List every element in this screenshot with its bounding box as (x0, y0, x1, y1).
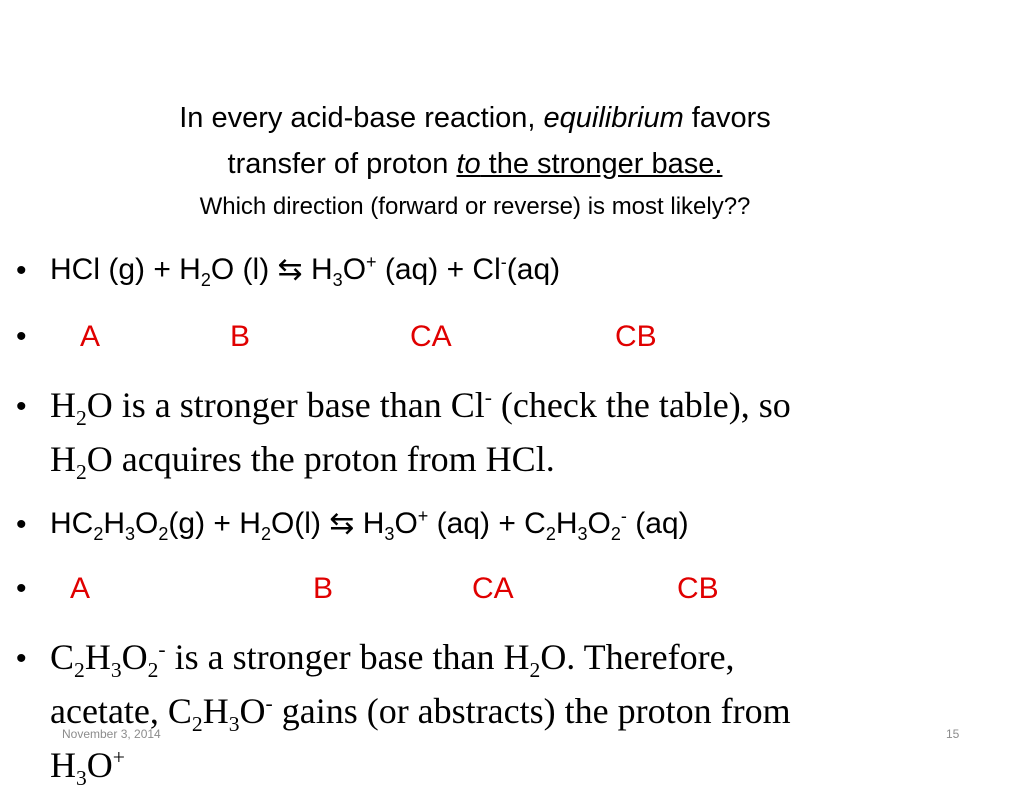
label-conjugate-acid: CA (410, 320, 452, 353)
explanation-2-line-1: $C_2H_3O_2^-$ is a stronger base than $H_2O$. Therefore, (50, 637, 735, 683)
slide-title (60, 95, 890, 227)
explanation-1-line-2: $H_2O$ acquires the proton from HCl. (50, 439, 555, 485)
footer-date: November 3, 2014 (62, 727, 161, 741)
bullet-marker: • (16, 508, 27, 541)
explanation-1-line-1: $H_2O$ is a stronger base than Cl- (check the table), so (50, 385, 791, 431)
label-base: B (313, 572, 334, 605)
label-acid: A (80, 320, 101, 353)
label-conjugate-base: CB (677, 572, 719, 605)
explanation-2-line-3: $H_3O^+$ (50, 745, 125, 790)
title-line-1: In every acid-base reaction, equilibrium favors (179, 102, 771, 134)
explanation-2-line-2: acetate, $C_2H_3O^-$ gains (or abstracts) the proton from (50, 691, 791, 737)
slide-number: 15 (946, 727, 960, 741)
title-to: to (456, 148, 481, 180)
bullet-marker: • (16, 572, 27, 605)
title-emphasis: equilibrium (543, 102, 684, 134)
title-line-2: transfer of proton to the stronger base. (227, 148, 723, 180)
label-base: B (230, 320, 251, 353)
bullet-marker: • (16, 254, 27, 287)
label-conjugate-base: CB (615, 320, 657, 353)
equation-hcl: HCl $(g) + H_2O$ (l) ⇆ $H_3O^+$ (aq) + Cl-(aq) (50, 252, 561, 290)
bullet-marker: • (16, 320, 27, 353)
label-conjugate-acid: CA (472, 572, 514, 605)
equation-acetic-acid: $HC_2H_3O_2(g) + H_2O(l)$ ⇆ $H_3O^+$ $(aq) + C_2H_3O_2^-$ (aq) (50, 506, 689, 544)
title-stronger-base: the stronger base. (480, 148, 723, 180)
equilibrium-arrow-icon: ⇆ (277, 253, 303, 286)
bullet-marker: • (16, 642, 27, 675)
bullet-marker: • (16, 390, 27, 423)
label-acid: A (70, 572, 91, 605)
equilibrium-arrow-icon: ⇆ (329, 507, 355, 540)
title-question: Which direction (forward or reverse) is most likely?? (199, 193, 751, 220)
